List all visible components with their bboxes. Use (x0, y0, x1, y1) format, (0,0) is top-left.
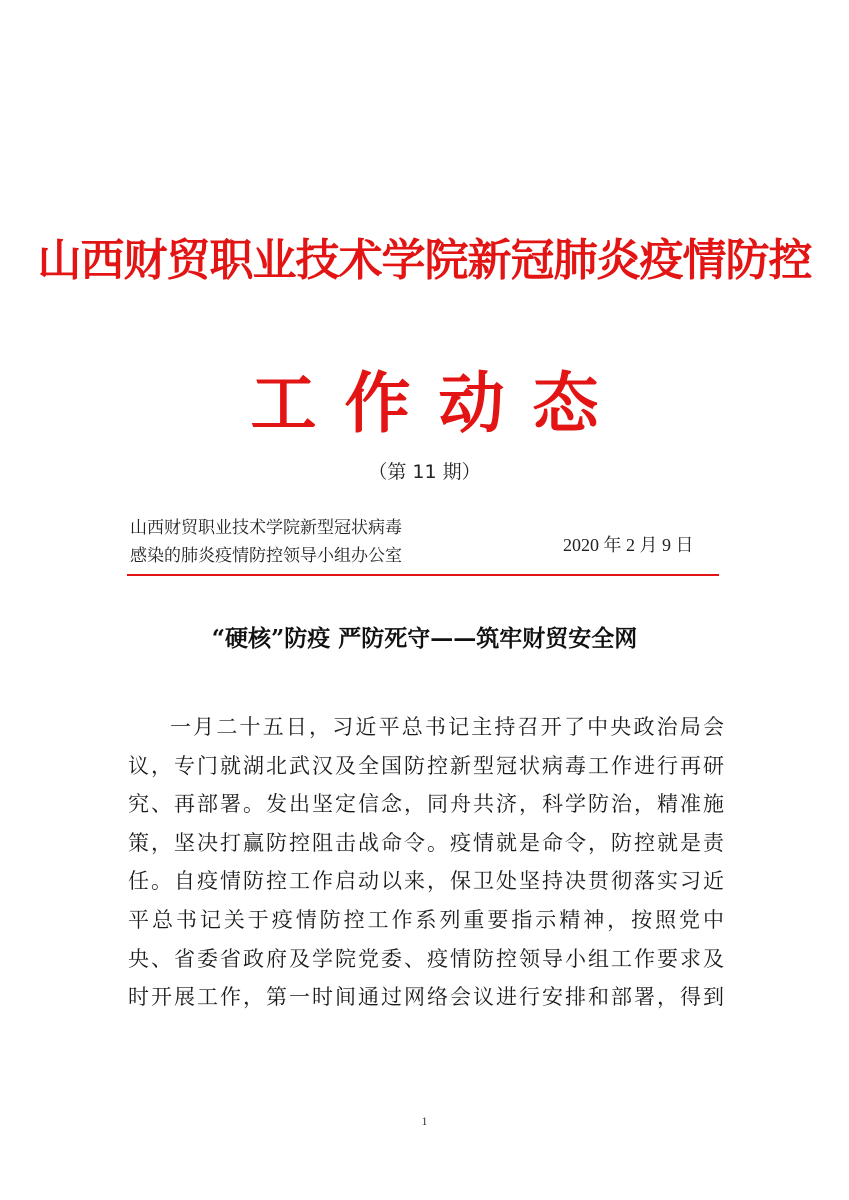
body-line: 时开展工作，第一时间通过网络会议进行安排和部署，得到 (128, 985, 724, 1010)
issuer-block (130, 514, 402, 570)
body-line: 议，专门就湖北武汉及全国防控新型冠状病毒工作进行再研 (128, 753, 724, 778)
body-line: 究、再部署。发出坚定信念，同舟共济，科学防治，精准施 (128, 792, 724, 817)
issue-number: （第 11 期） (368, 461, 481, 483)
body-line: 央、省委省政府及学院党委、疫情防控领导小组工作要求及 (128, 946, 724, 971)
issuer-line-1: 山西财贸职业技术学院新型冠状病毒 (130, 518, 402, 538)
body-line: 策，坚决打赢防控阻击战命令。疫情就是命令，防控就是责 (128, 830, 724, 855)
article-title: “硬核”防疫 严防死守——筑牢财贸安全网 (211, 625, 638, 652)
header-divider (127, 574, 719, 576)
body-line: 平总书记关于疫情防控工作系列重要指示精神，按照党中 (128, 907, 724, 932)
body-line: 任。自疫情防控工作启动以来，保卫处坚持决贯彻落实习近 (128, 869, 724, 894)
masthead-subtitle: 工作动态 (250, 364, 627, 442)
page-number: 1 (421, 1114, 428, 1128)
body-line: 一月二十五日，习近平总书记主持召开了中央政治局会 (170, 715, 724, 739)
issue-date: 2020 年 2 月 9 日 (563, 535, 694, 555)
masthead-title: 山西财贸职业技术学院新冠肺炎疫情防控 (37, 235, 812, 286)
issuer-line-2: 感染的肺炎疫情防控领导小组办公室 (130, 546, 402, 566)
article-body (128, 708, 724, 1017)
